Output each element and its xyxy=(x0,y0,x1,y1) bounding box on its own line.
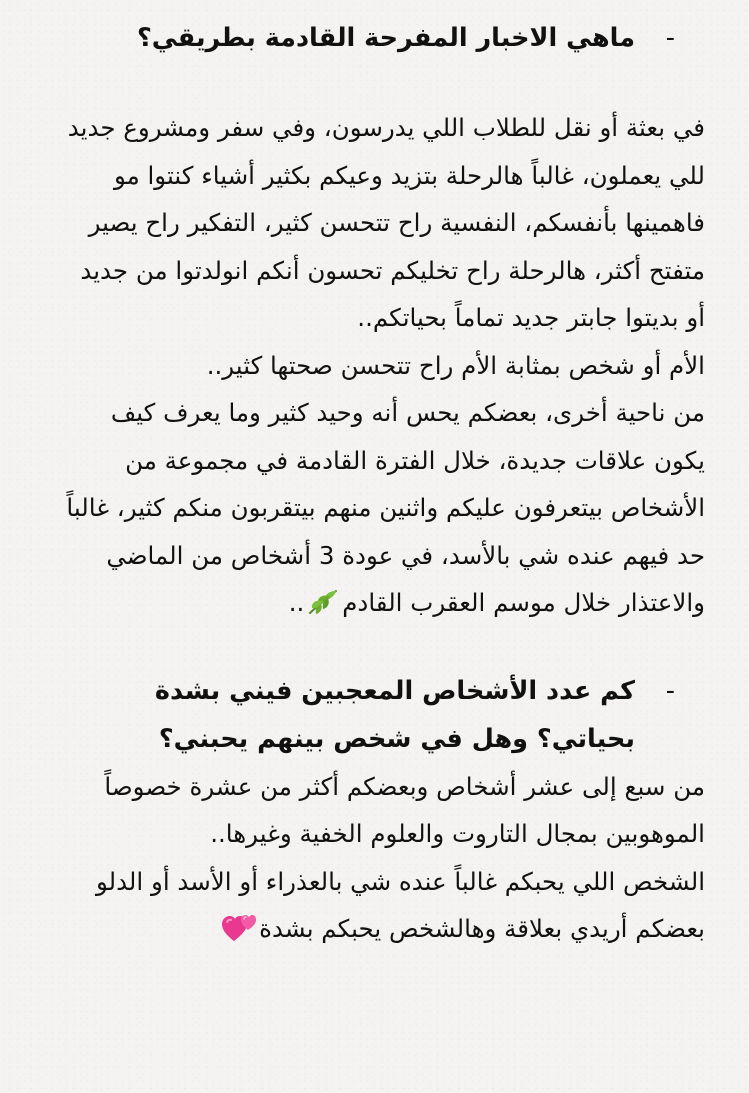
section2-bullet: - xyxy=(665,675,675,706)
two-hearts-icon xyxy=(221,912,257,944)
section1-paragraph xyxy=(58,104,705,627)
section1-bullet: - xyxy=(665,23,675,53)
section1-paragraph-text: في بعثة أو نقل للطلاب اللي يدرسون، وفي سفر ومشروع جديد للي يعملون، غالباً هالرحلة بتزيد وعيكم بكثير أشياء كنتوا مو فاهمينها بأنفسكم، النفسية راح تتحسن كثير، التفكير راح يصير متفتح أكثر، هالرحلة راح تخليكم تحسون أنكم انولدتوا من جديد أو بديتوا جابتر جديد تماماً بحياتكم.. الأم أو شخص بمثابة الأم راح تتحسن صحتها كثير.. من ناحية أخرى، بعضكم يحس أنه وحيد كثير وما يعرف كيف يكون علاقات جديدة، خلال الفترة القادمة في مجموعة من الأشخاص بيتعرفون عليكم واثنين منهم بيتقربون منكم كثير، غالباً حد فيهم عنده شي بالأسد، في عودة 3 أشخاص من الماضي والاعتذار خلال موسم العقرب القادم xyxy=(66,113,705,617)
section2-paragraph xyxy=(58,763,705,953)
section1-paragraph-end: .. xyxy=(288,588,305,617)
section1-heading xyxy=(58,14,675,62)
section2-paragraph-text: من سبع إلى عشر أشخاص وبعضكم أكثر من عشرة خصوصاً الموهوبين بمجال التاروت والعلوم الخفية وغيرها.. الشخص اللي يحبكم غالباً عنده شي بالعذراء أو الأسد أو الدلو بعضكم أريدي بعلاقة وهالشخص يحبكم بشدة xyxy=(95,771,705,943)
herb-emoji-icon xyxy=(306,587,340,617)
section2-heading xyxy=(58,667,675,763)
section1-heading-text: ماهي الاخبار المفرحة القادمة بطريقي؟ xyxy=(137,23,635,53)
section2-heading-text: كم عدد الأشخاص المعجبين فيني بشدة بحياتي؟ وهل في شخص بينهم يحبني؟ xyxy=(154,675,635,754)
